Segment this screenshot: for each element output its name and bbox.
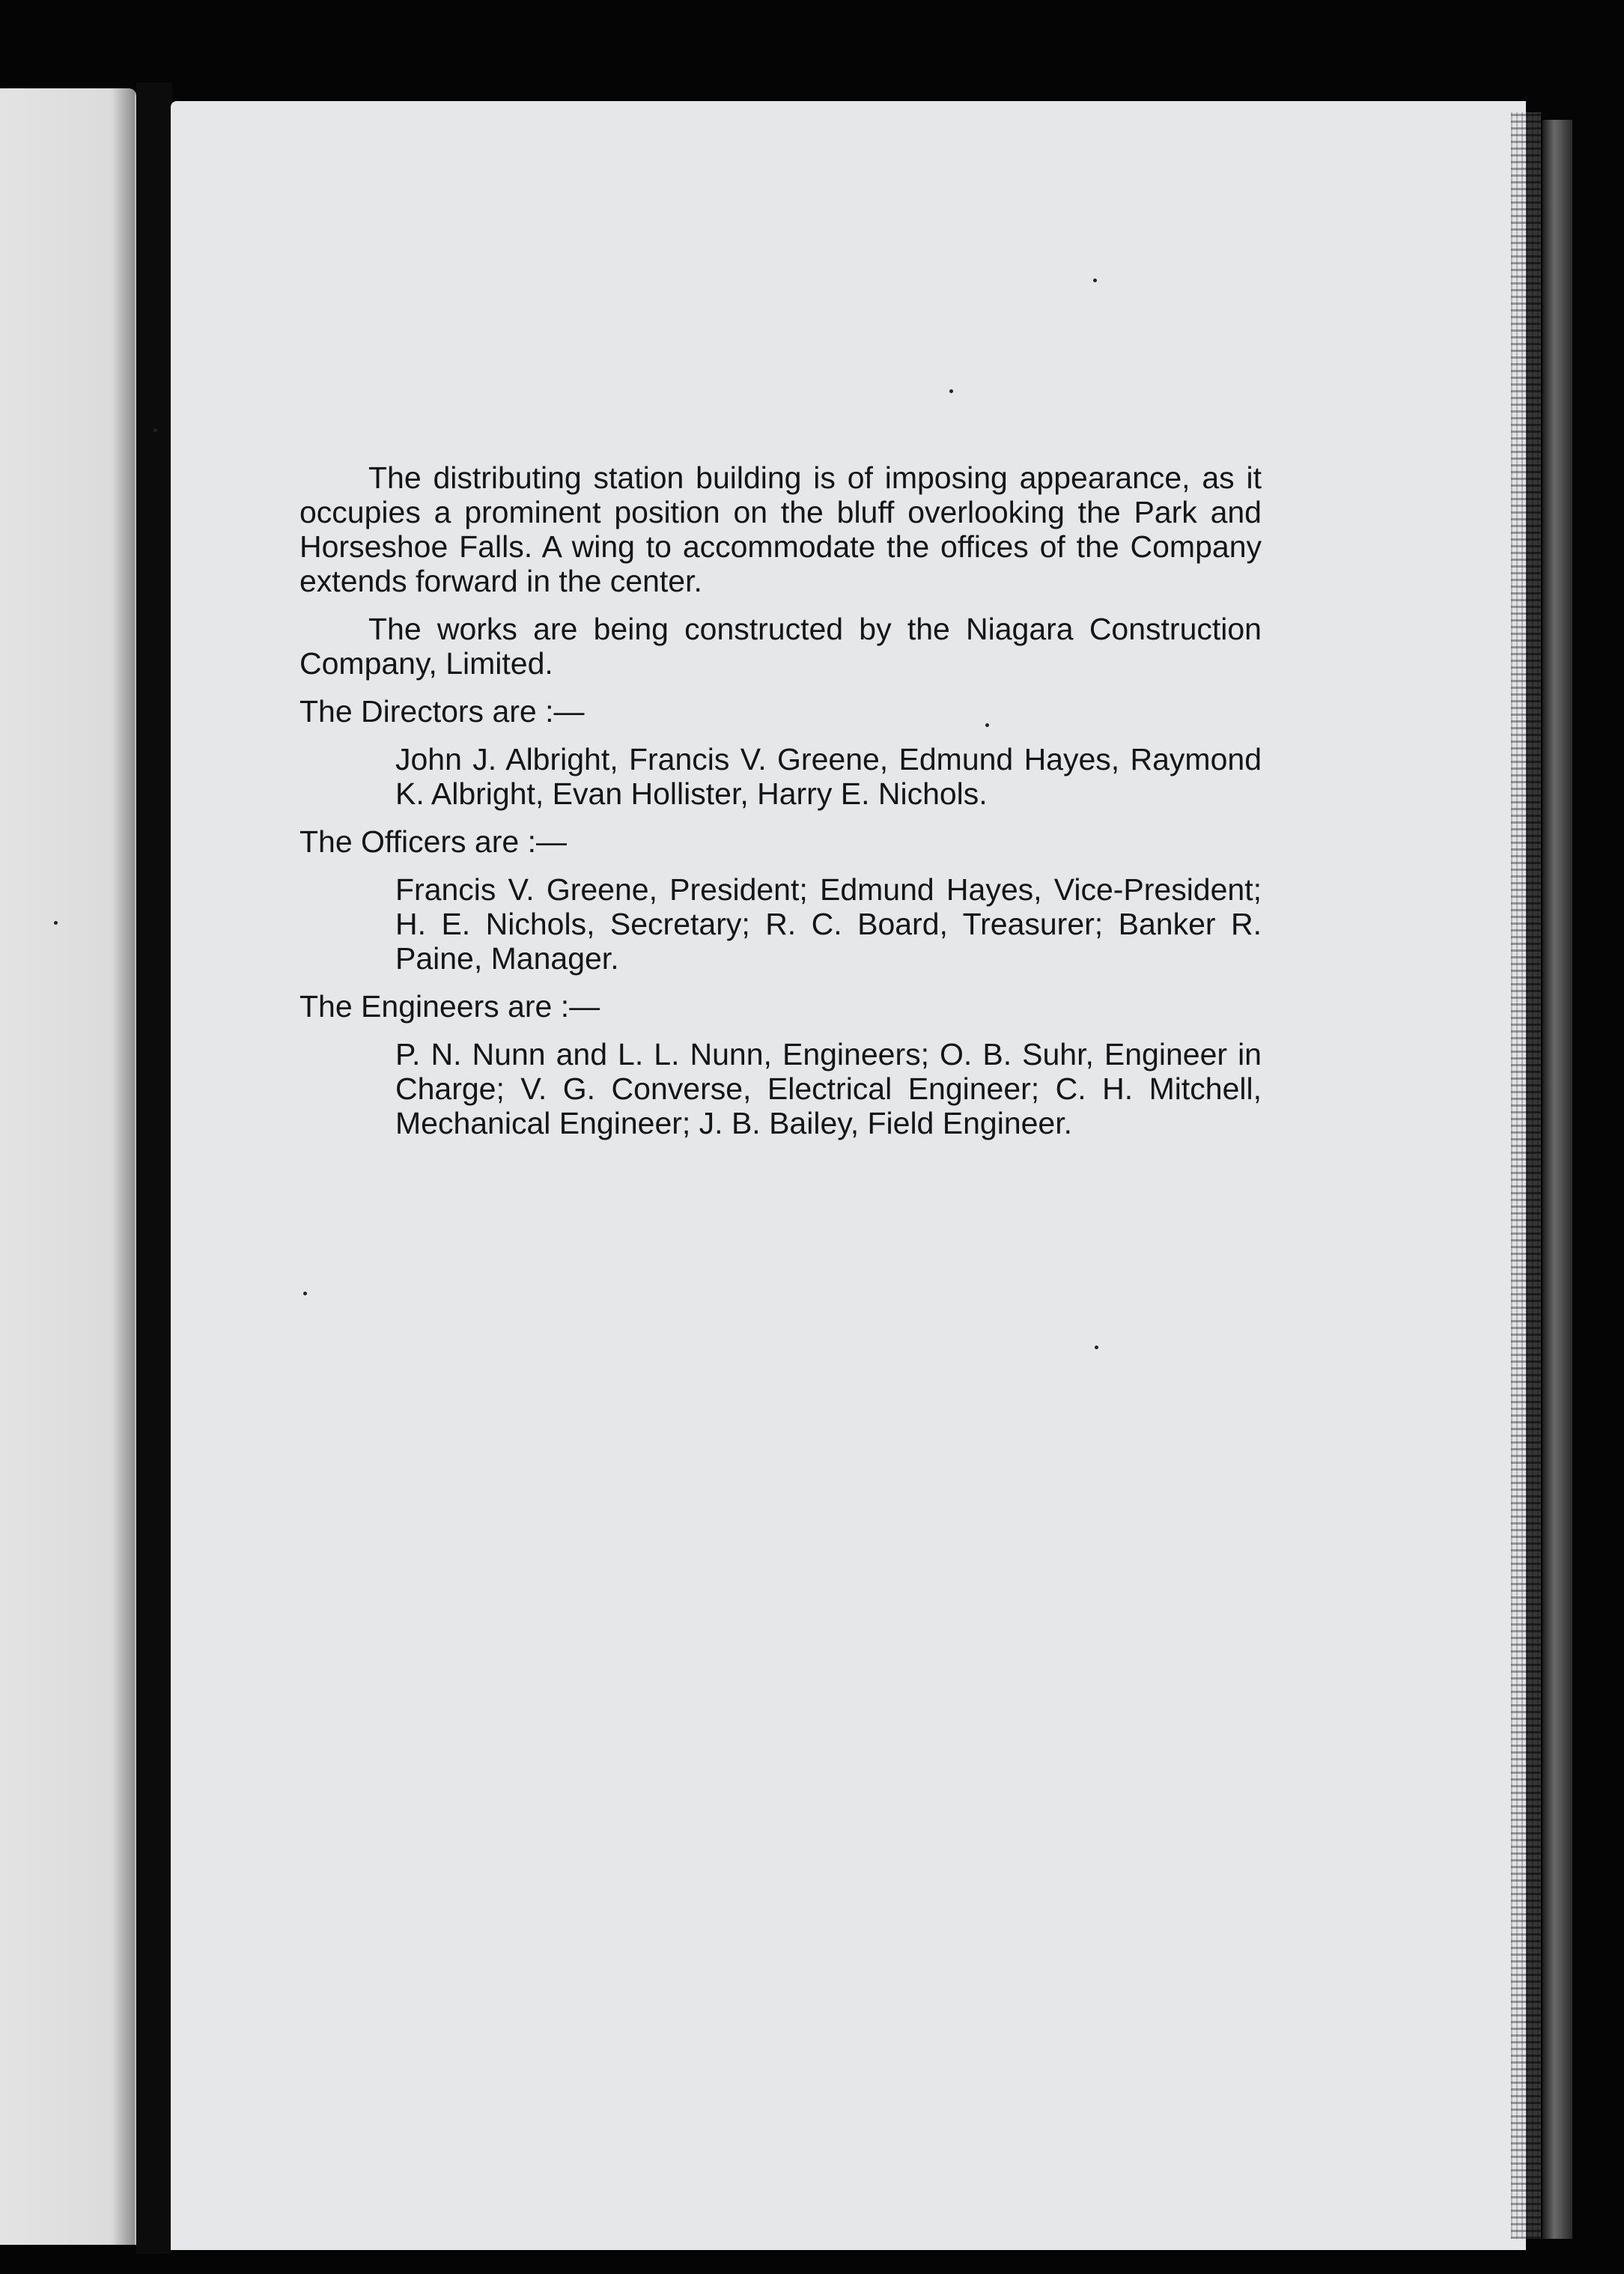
- print-speck: [949, 389, 953, 393]
- engineers-list: P. N. Nunn and L. L. Nunn, Engineers; O. B. Suhr, Engineer in Charge; V. G. Converse, Electrical Engineer; C. H. Mitchell, Mechanical Engineer; J. B. Bailey, Field Engineer.: [395, 1037, 1262, 1140]
- print-speck: [54, 921, 58, 925]
- directors-list: John J. Albright, Francis V. Greene, Edmund Hayes, Raymond K. Albright, Evan Hollister, Harry E. Nichols.: [395, 742, 1262, 811]
- officers-list: Francis V. Greene, President; Edmund Hayes, Vice-President; H. E. Nichols, Secretary; R. C. Board, Treasurer; Banker R. Paine, Manager.: [395, 872, 1262, 976]
- engineers-heading: The Engineers are :—: [299, 989, 600, 1024]
- directors-heading: The Directors are :—: [299, 694, 585, 729]
- print-speck: [1093, 279, 1097, 282]
- print-speck: [303, 1292, 307, 1295]
- paragraph-station-building: The distributing station building is of imposing appearance, as it occupies a prominent position on the bluff overlooking the Park and Horseshoe Falls. A wing to accommodate the offices of the Company extends forward in the center.: [299, 460, 1262, 598]
- officers-heading: The Officers are :—: [299, 824, 567, 859]
- page-edge-texture: [1511, 112, 1541, 2239]
- book-gutter: [136, 82, 172, 2254]
- page-text: [299, 460, 1262, 1154]
- document-page: [171, 101, 1526, 2250]
- paragraph-construction: The works are being constructed by the Niagara Construction Company, Limited.: [299, 612, 1262, 681]
- book-fore-edge: [1542, 120, 1572, 2239]
- print-speck: [153, 428, 157, 432]
- facing-page-shadow: [112, 88, 135, 2245]
- print-speck: [1095, 1346, 1098, 1349]
